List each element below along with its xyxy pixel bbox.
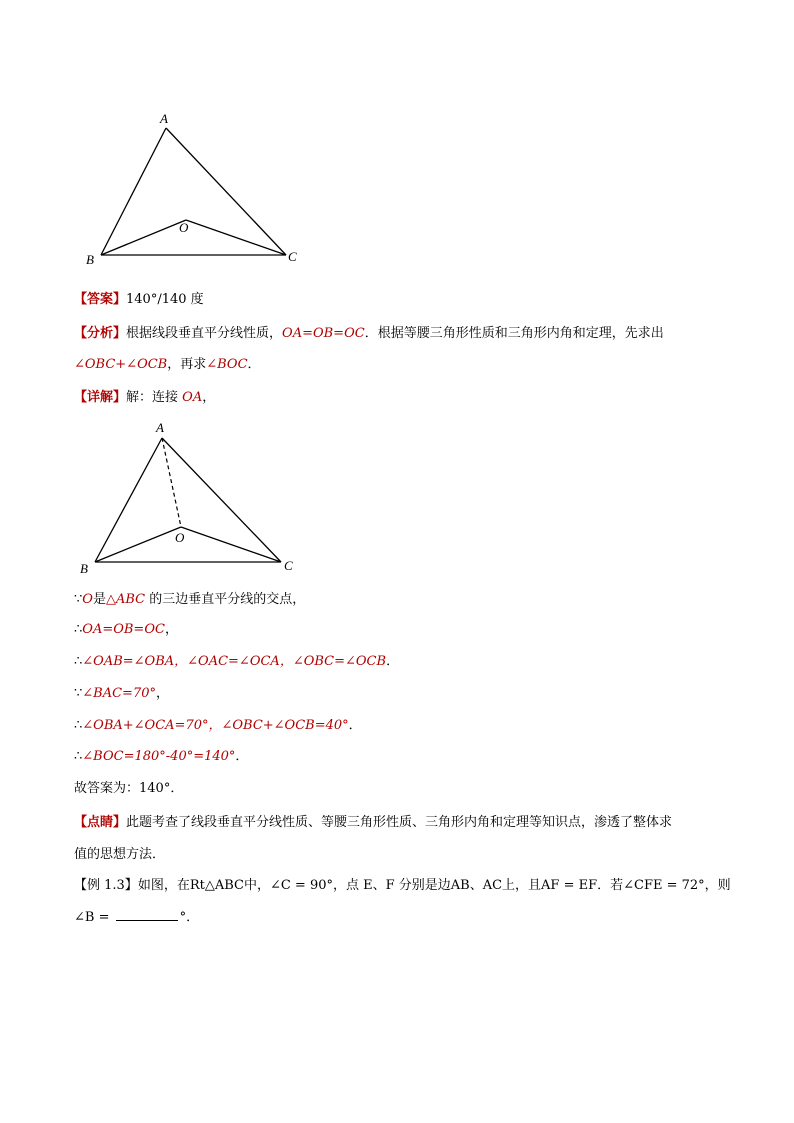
- step-1: ∵O是△ABC 的三边垂直平分线的交点，: [74, 592, 306, 607]
- figure-triangle-1: [80, 108, 320, 273]
- label-a: A: [160, 111, 168, 126]
- step-2: ∴OA=OB=OC，: [74, 622, 178, 637]
- review-tag: 【点睛】: [74, 815, 127, 830]
- edge-oa-dashed: [162, 438, 181, 527]
- example-line-1: 【例 1.3】如图，在Rt△ABC中，∠C = 90°，点 E、F 分别是边AB、AC上，且AF = EF．若∠CFE = 72°，则: [74, 878, 731, 893]
- review-line-2: 值的思想方法．: [74, 847, 166, 862]
- edge-bo: [101, 220, 186, 255]
- conclusion: 故答案为：140°．: [74, 781, 184, 796]
- label-a: A: [156, 420, 164, 435]
- label-o: O: [179, 220, 189, 235]
- label-c: C: [288, 249, 297, 264]
- edge-ab: [95, 438, 162, 562]
- label-b: B: [80, 561, 88, 576]
- analysis-line-2: ∠OBC+∠OCB，再求∠BOC．: [74, 357, 261, 372]
- analysis-line-1: 【分析】根据线段垂直平分线性质，OA=OB=OC．根据等腰三角形性质和三角形内角和定理，先求出: [74, 326, 664, 341]
- example-label: 【例 1.3】: [74, 878, 138, 893]
- step-3: ∴∠OAB=∠OBA，∠OAC=∠OCA，∠OBC=∠OCB．: [74, 654, 400, 669]
- answer-blank[interactable]: [116, 908, 178, 921]
- label-b: B: [86, 252, 94, 267]
- review-line-1: 【点睛】此题考查了线段垂直平分线性质、等腰三角形性质、三角形内角和定理等知识点，渗透了整体求: [74, 815, 673, 830]
- label-o: O: [175, 530, 185, 545]
- detail-tag: 【详解】: [74, 390, 127, 405]
- answer-tag: 【答案】: [74, 292, 127, 307]
- example-line-2: ∠B = °．: [74, 910, 200, 925]
- step-6: ∴∠BOC=180°-40°=140°．: [74, 749, 249, 764]
- edge-bo: [95, 527, 181, 562]
- edge-ab: [101, 128, 166, 255]
- analysis-tag: 【分析】: [74, 326, 127, 341]
- step-4: ∵∠BAC=70°，: [74, 686, 170, 701]
- detail-line: 【详解】解：连接 OA，: [74, 390, 216, 405]
- figure-triangle-2: [74, 418, 314, 578]
- edge-oc: [181, 527, 281, 562]
- edge-oc: [186, 220, 286, 255]
- edge-ac: [166, 128, 286, 255]
- answer-text: 140°/140 度: [126, 292, 204, 307]
- step-5: ∴∠OBA+∠OCA=70°，∠OBC+∠OCB=40°．: [74, 718, 362, 733]
- answer-line: [74, 290, 204, 310]
- label-c: C: [284, 558, 293, 573]
